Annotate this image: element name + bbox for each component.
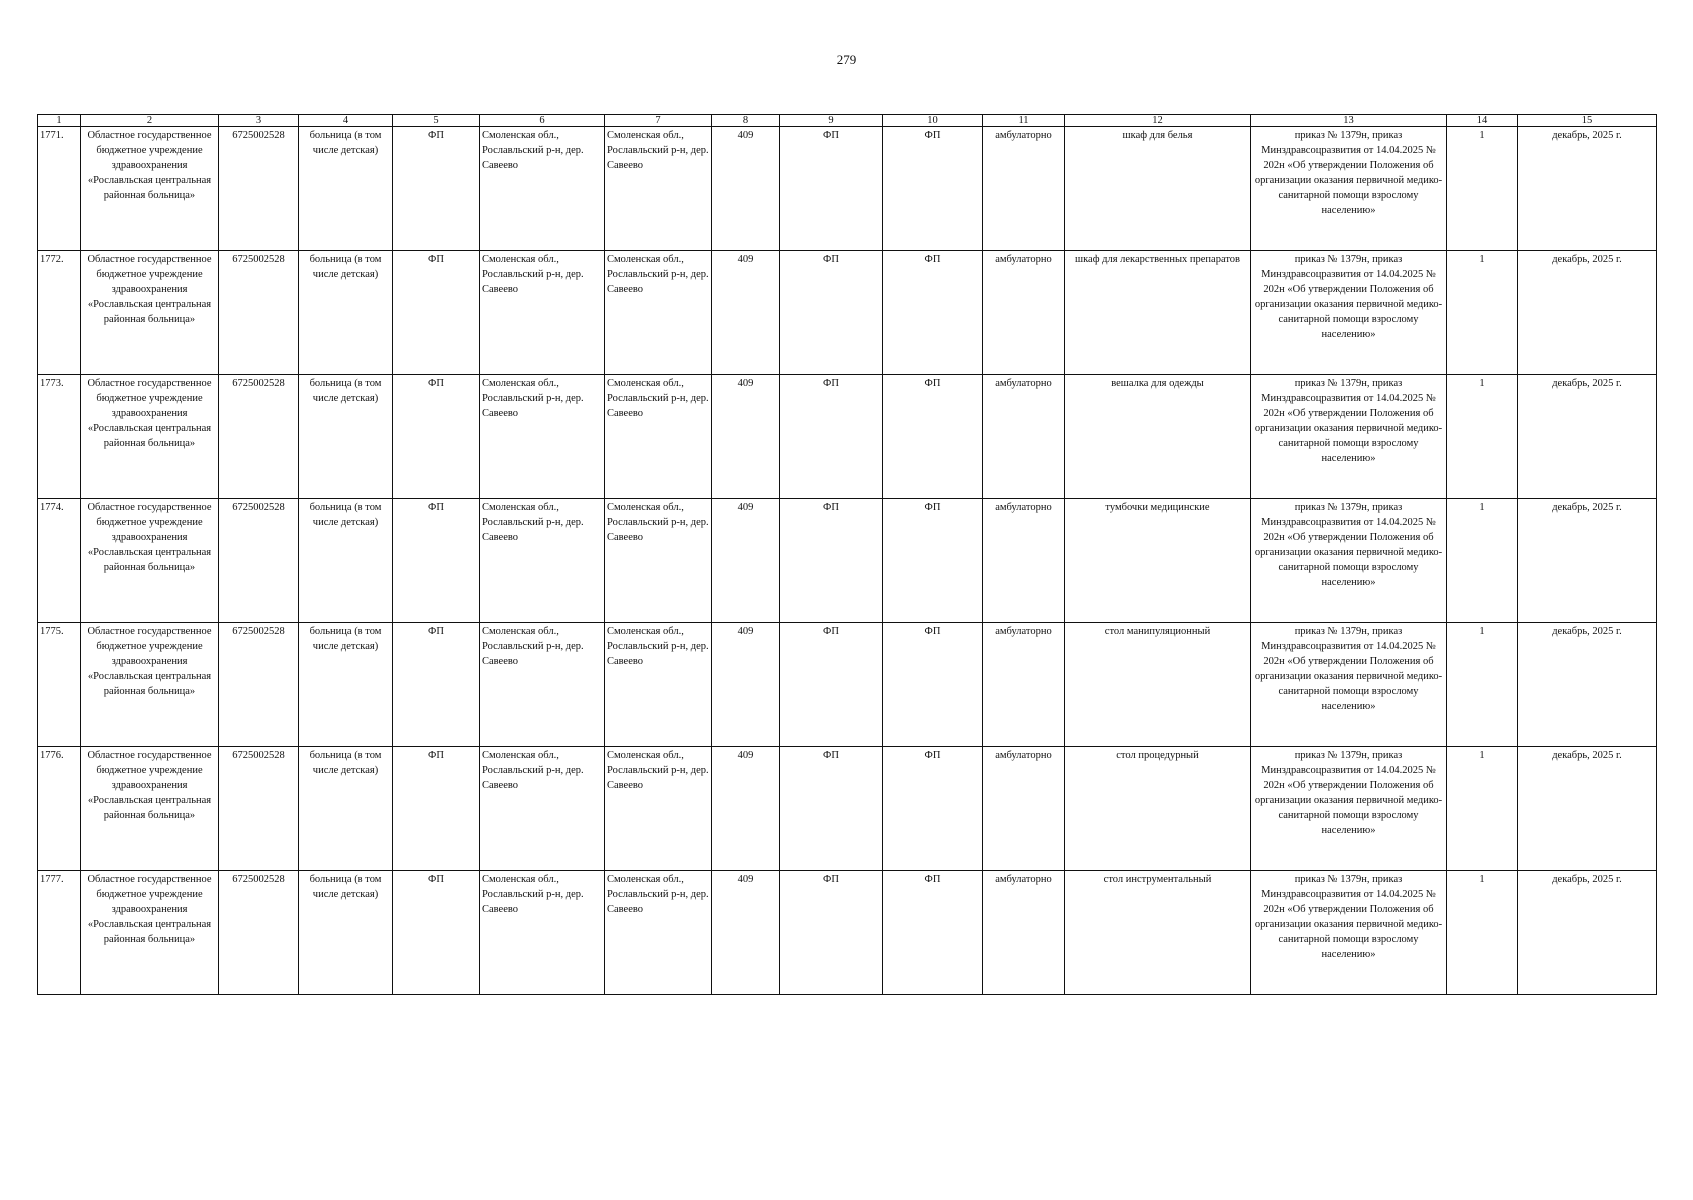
inn-cell: 6725002528 [219,251,299,375]
column-header: 3 [219,115,299,127]
column-header: 7 [605,115,712,127]
quantity-cell: 1 [1447,871,1518,995]
unit-cell: ФП [780,871,883,995]
quantity-cell: 1 [1447,747,1518,871]
facility-type-cell: больница (в том числе детская) [299,127,393,251]
table-row [38,747,1657,871]
inn-cell: 6725002528 [219,871,299,995]
column-header: 9 [780,115,883,127]
unit-cell: ФП [780,623,883,747]
form-cell: ФП [393,127,480,251]
form-cell: ФП [393,747,480,871]
facility-type-cell: больница (в том числе детская) [299,251,393,375]
address-cell: Смоленская обл., Рославльский р-н, дер. Савеево [480,127,605,251]
column-header: 12 [1065,115,1251,127]
address-cell-2: Смоленская обл., Рославльский р-н, дер. Савеево [605,623,712,747]
form-cell: ФП [393,375,480,499]
unit-cell-2: ФП [883,127,983,251]
equipment-item-cell: тумбочки медицинские [1065,499,1251,623]
unit-cell: ФП [780,375,883,499]
unit-cell-2: ФП [883,499,983,623]
quantity-cell: 1 [1447,375,1518,499]
row-number: 1774. [38,499,81,623]
code-cell: 409 [712,623,780,747]
quantity-cell: 1 [1447,623,1518,747]
equipment-item-cell: стол процедурный [1065,747,1251,871]
care-condition-cell: амбулаторно [983,499,1065,623]
table-row [38,127,1657,251]
table-row [38,871,1657,995]
header-row [38,115,1657,127]
row-number: 1777. [38,871,81,995]
unit-cell: ФП [780,499,883,623]
table-row [38,499,1657,623]
date-cell: декабрь, 2025 г. [1518,127,1657,251]
address-cell: Смоленская обл., Рославльский р-н, дер. Савеево [480,871,605,995]
row-number: 1771. [38,127,81,251]
facility-type-cell: больница (в том числе детская) [299,871,393,995]
form-cell: ФП [393,251,480,375]
unit-cell: ФП [780,251,883,375]
unit-cell-2: ФП [883,747,983,871]
care-condition-cell: амбулаторно [983,623,1065,747]
unit-cell-2: ФП [883,251,983,375]
column-header: 15 [1518,115,1657,127]
form-cell: ФП [393,499,480,623]
column-header: 5 [393,115,480,127]
care-condition-cell: амбулаторно [983,375,1065,499]
order-cell: приказ № 1379н, приказ Минздравсоцразвития от 14.04.2025 № 202н «Об утверждении Положения об организации оказания первичной медико-санитарной помощи взрослому населению» [1251,871,1447,995]
address-cell: Смоленская обл., Рославльский р-н, дер. Савеево [480,251,605,375]
inn-cell: 6725002528 [219,623,299,747]
order-cell: приказ № 1379н, приказ Минздравсоцразвития от 14.04.2025 № 202н «Об утверждении Положения об организации оказания первичной медико-санитарной помощи взрослому населению» [1251,499,1447,623]
order-cell: приказ № 1379н, приказ Минздравсоцразвития от 14.04.2025 № 202н «Об утверждении Положения об организации оказания первичной медико-санитарной помощи взрослому населению» [1251,747,1447,871]
address-cell-2: Смоленская обл., Рославльский р-н, дер. Савеево [605,871,712,995]
facility-type-cell: больница (в том числе детская) [299,499,393,623]
order-cell: приказ № 1379н, приказ Минздравсоцразвития от 14.04.2025 № 202н «Об утверждении Положения об организации оказания первичной медико-санитарной помощи взрослому населению» [1251,251,1447,375]
column-header: 13 [1251,115,1447,127]
table-row [38,623,1657,747]
row-number: 1773. [38,375,81,499]
quantity-cell: 1 [1447,127,1518,251]
organization-cell: Областное государственное бюджетное учреждение здравоохранения «Рославльская центральная районная больница» [81,127,219,251]
address-cell: Смоленская обл., Рославльский р-н, дер. Савеево [480,375,605,499]
form-cell: ФП [393,871,480,995]
address-cell-2: Смоленская обл., Рославльский р-н, дер. Савеево [605,499,712,623]
equipment-item-cell: стол инструментальный [1065,871,1251,995]
code-cell: 409 [712,871,780,995]
column-header: 14 [1447,115,1518,127]
organization-cell: Областное государственное бюджетное учреждение здравоохранения «Рославльская центральная районная больница» [81,871,219,995]
date-cell: декабрь, 2025 г. [1518,375,1657,499]
date-cell: декабрь, 2025 г. [1518,747,1657,871]
equipment-item-cell: вешалка для одежды [1065,375,1251,499]
quantity-cell: 1 [1447,251,1518,375]
organization-cell: Областное государственное бюджетное учреждение здравоохранения «Рославльская центральная районная больница» [81,747,219,871]
equipment-item-cell: шкаф для белья [1065,127,1251,251]
organization-cell: Областное государственное бюджетное учреждение здравоохранения «Рославльская центральная районная больница» [81,375,219,499]
unit-cell-2: ФП [883,871,983,995]
unit-cell-2: ФП [883,623,983,747]
code-cell: 409 [712,251,780,375]
form-cell: ФП [393,623,480,747]
table-row [38,251,1657,375]
row-number: 1772. [38,251,81,375]
organization-cell: Областное государственное бюджетное учреждение здравоохранения «Рославльская центральная районная больница» [81,499,219,623]
row-number: 1775. [38,623,81,747]
care-condition-cell: амбулаторно [983,127,1065,251]
quantity-cell: 1 [1447,499,1518,623]
page-number: 279 [836,52,857,67]
code-cell: 409 [712,499,780,623]
column-header: 2 [81,115,219,127]
address-cell-2: Смоленская обл., Рославльский р-н, дер. Савеево [605,375,712,499]
address-cell: Смоленская обл., Рославльский р-н, дер. Савеево [480,499,605,623]
organization-cell: Областное государственное бюджетное учреждение здравоохранения «Рославльская центральная районная больница» [81,251,219,375]
equipment-register-table [37,114,1657,995]
table-row [38,375,1657,499]
column-header: 1 [38,115,81,127]
row-number: 1776. [38,747,81,871]
equipment-item-cell: стол манипуляционный [1065,623,1251,747]
inn-cell: 6725002528 [219,375,299,499]
order-cell: приказ № 1379н, приказ Минздравсоцразвития от 14.04.2025 № 202н «Об утверждении Положения об организации оказания первичной медико-санитарной помощи взрослому населению» [1251,623,1447,747]
address-cell: Смоленская обл., Рославльский р-н, дер. Савеево [480,623,605,747]
code-cell: 409 [712,375,780,499]
inn-cell: 6725002528 [219,127,299,251]
order-cell: приказ № 1379н, приказ Минздравсоцразвития от 14.04.2025 № 202н «Об утверждении Положения об организации оказания первичной медико-санитарной помощи взрослому населению» [1251,375,1447,499]
column-header: 4 [299,115,393,127]
column-header: 11 [983,115,1065,127]
address-cell-2: Смоленская обл., Рославльский р-н, дер. Савеево [605,747,712,871]
address-cell: Смоленская обл., Рославльский р-н, дер. Савеево [480,747,605,871]
code-cell: 409 [712,747,780,871]
equipment-item-cell: шкаф для лекарственных препаратов [1065,251,1251,375]
date-cell: декабрь, 2025 г. [1518,623,1657,747]
date-cell: декабрь, 2025 г. [1518,499,1657,623]
order-cell: приказ № 1379н, приказ Минздравсоцразвития от 14.04.2025 № 202н «Об утверждении Положения об организации оказания первичной медико-санитарной помощи взрослому населению» [1251,127,1447,251]
organization-cell: Областное государственное бюджетное учреждение здравоохранения «Рославльская центральная районная больница» [81,623,219,747]
facility-type-cell: больница (в том числе детская) [299,747,393,871]
care-condition-cell: амбулаторно [983,747,1065,871]
care-condition-cell: амбулаторно [983,251,1065,375]
column-header: 10 [883,115,983,127]
unit-cell: ФП [780,747,883,871]
date-cell: декабрь, 2025 г. [1518,251,1657,375]
code-cell: 409 [712,127,780,251]
facility-type-cell: больница (в том числе детская) [299,375,393,499]
column-header: 8 [712,115,780,127]
unit-cell-2: ФП [883,375,983,499]
inn-cell: 6725002528 [219,499,299,623]
date-cell: декабрь, 2025 г. [1518,871,1657,995]
unit-cell: ФП [780,127,883,251]
inn-cell: 6725002528 [219,747,299,871]
address-cell-2: Смоленская обл., Рославльский р-н, дер. Савеево [605,251,712,375]
facility-type-cell: больница (в том числе детская) [299,623,393,747]
address-cell-2: Смоленская обл., Рославльский р-н, дер. Савеево [605,127,712,251]
care-condition-cell: амбулаторно [983,871,1065,995]
column-header: 6 [480,115,605,127]
